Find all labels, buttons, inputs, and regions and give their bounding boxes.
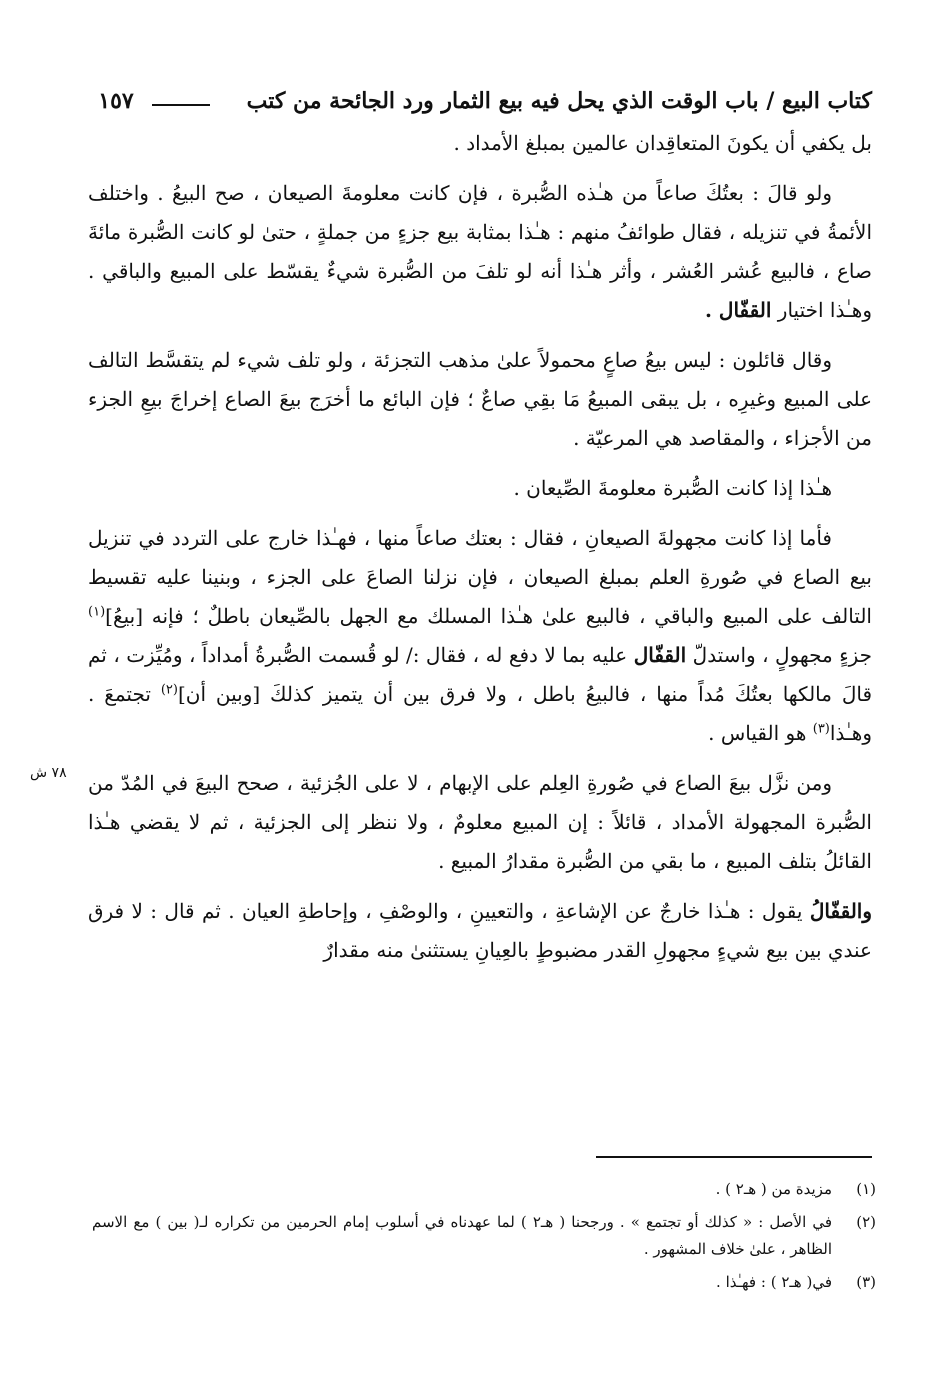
paragraph-7: والقفّالُ يقول : هـٰذا خارجٌ عن الإشاعةِ ، والتعيينِ ، والوصْفِ ، وإحاطةِ العيان . ثم قال : لا فرق عندي بين بيع شيءٍ مجهولِ القدر مضبوطٍ بالعِيانِ يستثنىٰ منه مقدارٌ <box>88 899 872 962</box>
book-page <box>88 78 872 981</box>
header-rule <box>152 104 210 106</box>
margin-folio-note: ٧٨ ش <box>30 765 67 781</box>
footnote-text: مزيدة من ( هـ٢ ) . <box>715 1180 832 1198</box>
name-qaffal: القفّال . <box>704 298 772 322</box>
footnote-number: (١) <box>856 1180 876 1198</box>
paragraph-3: وقال قائلون : ليس بيعُ صاعٍ محمولاً علىٰ مذهب التجزئة ، ولو تلف شيء لم يتقسَّط التالف على المبيع وغيرِه ، بل يبقى المبيعُ مَا بقِي صاعٌ ؛ فإن البائع ما أخرَج بيعَ الصاع إخراجَ بيعِ الجزء من الأجزاء ، والمقاصد هي المرعيّة . <box>88 348 872 450</box>
footnote-number: (٢) <box>856 1213 876 1231</box>
footnote-2 <box>92 1209 876 1263</box>
footnotes <box>92 1176 876 1302</box>
footnote-ref-3[interactable]: (٣) <box>812 721 830 737</box>
name-qaffal-3: والقفّالُ <box>809 899 872 923</box>
paragraph-6: ومن نزَّل بيعَ الصاع في صُورةِ العِلم على الإبهام ، لا على الجُزئية ، صحح البيعَ في المُدّ من الصُّبرة المجهولة الأمداد ، قائلاً : إن المبيع معلومٌ ، ولا ننظر إلى الجزئية ، ثم لا يقضي هـٰذا القائلُ بتلف المبيع ، ما بقي من الصُّبرة مقدارُ المبيع . <box>88 771 872 873</box>
page-number: ١٥٧ <box>98 88 134 114</box>
paragraph-5: فأما إذا كانت مجهولةَ الصيعانِ ، فقال : بعتك صاعاً منها ، فهـٰذا خارج على التردد في تنزيل بيع الصاع في صُورةِ العلم بمبلغ الصيعان ، فإن نزلنا الصاعَ على الجزء ، وبنينا عليه تقسيط التالف على المبيع والباقي ، فالبيع علىٰ هـٰذا المسلك مع الجهل بالصِّيعان باطلٌ ؛ فإنه [بيعُ]$^{(١)}$ جزءٍ مجهولٍ ، واستدلّ القفّال عليه بما لا دفع له ، فقال :/ لو قُسمت الصُّبرةُ أمداداً ، ومُيِّزت ، ثم قالَ مالكها بعتُكَ مُداً منها ، فالبيعُ باطل ، ولا فرق بين أن يتميز كذلكَ [وبين أن]$^{(٢)}$ تجتمعَ . وهـٰذا$^{(٣)}$ هو القياس . <box>88 526 873 745</box>
footnote-number: (٣) <box>856 1273 876 1291</box>
paragraph-1: بل يكفي أن يكونَ المتعاقِدان عالمين بمبلغ الأمداد . <box>453 131 872 155</box>
header-title: كتاب البيع / باب الوقت الذي يحل فيه بيع الثمار ورد الجائحة من كتب <box>246 88 872 114</box>
footnote-text: في( هـ٢ ) : فهـٰذا . <box>716 1273 832 1291</box>
footnote-text: في الأصل : « كذلك أو تجتمع » . ورجحنا ( هـ٢ ) لما عهدناه في أسلوب إمام الحرمين من تكراره لـ( بين ) مع الاسم الظاهر ، علىٰ خلاف المشهور . <box>92 1213 832 1258</box>
footnote-3 <box>92 1269 876 1296</box>
footnote-ref-2[interactable]: (٢) <box>160 682 178 698</box>
paragraph-4: هـٰذا إذا كانت الصُّبرة معلومةَ الصِّيعان . <box>513 476 832 500</box>
footnote-1 <box>92 1176 876 1203</box>
running-header <box>88 78 872 124</box>
paragraph-2: ولو قالَ : بعتُكَ صاعاً من هـٰذه الصُّبرة ، فإن كانت معلومةَ الصيعان ، صح البيعُ . واختلف الأئمةُ في تنزيله ، فقال طوائفُ منهم : هـٰذا بمثابة بيع جزءٍ من جملةٍ ، حتىٰ لو كانت الصُّبرة مائةَ صاع ، فالبيع عُشر العُشر ، وأثر هـٰذا أنه لو تلفَ من الصُّبرة شيءٌ يقسّط على المبيع والباقي . وهـٰذا اختيار القفّال . <box>88 181 872 322</box>
name-qaffal-2: القفّال <box>633 643 687 667</box>
footnote-separator <box>596 1156 872 1158</box>
footnote-ref-1[interactable]: (١) <box>88 604 106 620</box>
main-text <box>88 124 872 970</box>
